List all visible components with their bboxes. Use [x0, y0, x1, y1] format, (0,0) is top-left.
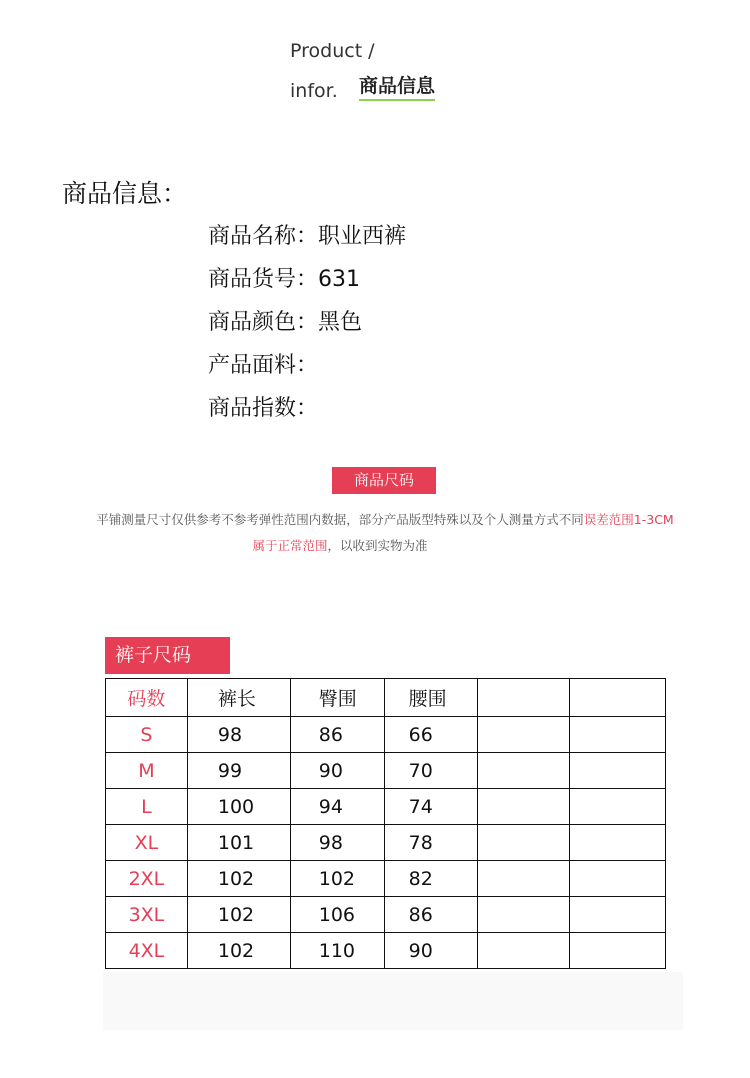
- bottom-shadow-band: [103, 972, 683, 1030]
- size-cell: M: [106, 753, 188, 789]
- table-label: 裤子尺码: [105, 637, 230, 674]
- info-row-name: [208, 219, 406, 250]
- value-cell: [477, 789, 570, 825]
- value-cell: [570, 933, 666, 969]
- table-row: [106, 789, 666, 825]
- note-highlight: 属于正常范围: [252, 538, 328, 553]
- value-cell: [477, 861, 570, 897]
- value-cell: 82: [384, 861, 477, 897]
- value-cell: [477, 753, 570, 789]
- measurement-note-line2: [0, 536, 680, 554]
- header-infor-label: infor.: [290, 80, 338, 102]
- value-cell: 110: [290, 933, 384, 969]
- size-cell: 3XL: [106, 897, 188, 933]
- table-row: [106, 897, 666, 933]
- size-table: [105, 678, 666, 969]
- info-label: 商品颜色：: [208, 310, 319, 335]
- table-row: [106, 717, 666, 753]
- value-cell: 90: [290, 753, 384, 789]
- value-cell: 90: [384, 933, 477, 969]
- info-label: 商品指数：: [208, 396, 319, 421]
- value-cell: 99: [187, 753, 290, 789]
- note-text: 平铺测量尺寸仅供参考不参考弹性范围内数据，部分产品版型特殊以及个人测量方式不同: [96, 512, 584, 527]
- value-cell: 98: [290, 825, 384, 861]
- info-label: 商品货号：: [208, 267, 319, 292]
- header-cell: 腰围: [384, 679, 477, 717]
- header-cell: 裤长: [187, 679, 290, 717]
- value-cell: 102: [187, 933, 290, 969]
- size-badge: 商品尺码: [332, 467, 436, 494]
- header-cell: 码数: [106, 679, 188, 717]
- value-cell: [477, 897, 570, 933]
- value-cell: [570, 753, 666, 789]
- value-cell: [570, 717, 666, 753]
- header-cell: [477, 679, 570, 717]
- info-value: 职业西裤: [318, 224, 407, 249]
- measurement-note-line1: [0, 510, 750, 528]
- header-cell: 臀围: [290, 679, 384, 717]
- size-cell: 2XL: [106, 861, 188, 897]
- section-title: 商品信息：: [62, 179, 188, 208]
- value-cell: 78: [384, 825, 477, 861]
- value-cell: 106: [290, 897, 384, 933]
- value-cell: 102: [187, 897, 290, 933]
- size-cell: XL: [106, 825, 188, 861]
- value-cell: [570, 825, 666, 861]
- value-cell: 66: [384, 717, 477, 753]
- value-cell: 70: [384, 753, 477, 789]
- table-row: [106, 861, 666, 897]
- value-cell: [570, 897, 666, 933]
- value-cell: [477, 825, 570, 861]
- info-label: 产品面料：: [208, 353, 319, 378]
- info-label: 商品名称：: [208, 224, 319, 249]
- value-cell: 101: [187, 825, 290, 861]
- header-cn-title: 商品信息: [359, 74, 435, 101]
- value-cell: 86: [384, 897, 477, 933]
- value-cell: 86: [290, 717, 384, 753]
- table-row: [106, 933, 666, 969]
- info-row-fabric: [208, 348, 318, 379]
- note-text: ，以收到实物为准: [327, 538, 428, 553]
- value-cell: [570, 861, 666, 897]
- table-row: [106, 825, 666, 861]
- info-row-index: [208, 391, 318, 422]
- size-cell: 4XL: [106, 933, 188, 969]
- info-row-color: [208, 305, 362, 336]
- value-cell: [570, 789, 666, 825]
- table-row: [106, 753, 666, 789]
- value-cell: 98: [187, 717, 290, 753]
- value-cell: 94: [290, 789, 384, 825]
- note-highlight: 误差范围1-3CM: [583, 512, 674, 527]
- header-product-label: Product /: [290, 40, 375, 62]
- info-value: 631: [318, 267, 361, 292]
- table-header-row: [106, 679, 666, 717]
- header-cell: [570, 679, 666, 717]
- info-value: 黑色: [318, 310, 363, 335]
- value-cell: 102: [290, 861, 384, 897]
- size-cell: L: [106, 789, 188, 825]
- size-cell: S: [106, 717, 188, 753]
- value-cell: [477, 933, 570, 969]
- value-cell: [477, 717, 570, 753]
- value-cell: 100: [187, 789, 290, 825]
- value-cell: 102: [187, 861, 290, 897]
- info-row-sku: [208, 262, 360, 293]
- value-cell: 74: [384, 789, 477, 825]
